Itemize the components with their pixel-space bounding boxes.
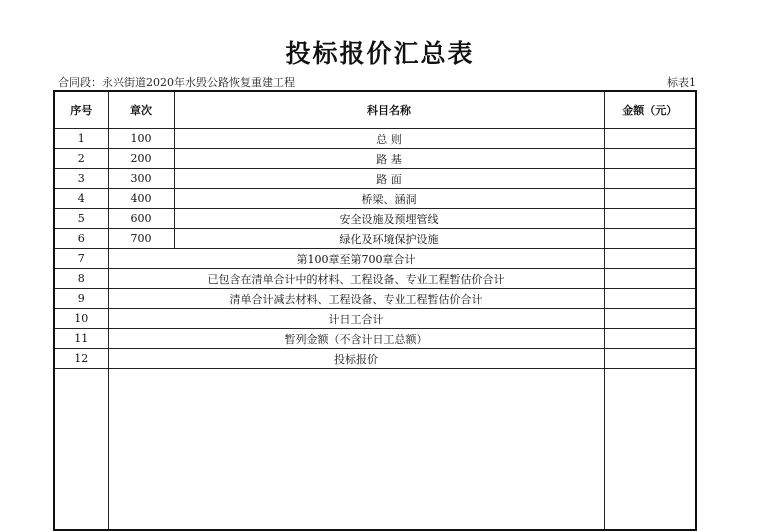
summary-row bbox=[54, 349, 696, 369]
sheet-number-label: 标表1 bbox=[667, 76, 696, 89]
blank-cell-amount[interactable] bbox=[604, 369, 696, 531]
summary-row bbox=[54, 249, 696, 269]
cell-item: 计日工合计 bbox=[108, 309, 604, 329]
bid-summary-table bbox=[53, 90, 697, 531]
summary-row bbox=[54, 329, 696, 349]
cell-chapter: 700 bbox=[108, 229, 174, 249]
cell-seq: 7 bbox=[54, 249, 108, 269]
cell-seq: 11 bbox=[54, 329, 108, 349]
cell-amount[interactable] bbox=[604, 169, 696, 189]
table-row bbox=[54, 149, 696, 169]
cell-amount[interactable] bbox=[604, 249, 696, 269]
cell-amount[interactable] bbox=[604, 289, 696, 309]
header-item: 科目名称 bbox=[174, 91, 604, 129]
cell-item: 桥梁、涵洞 bbox=[174, 189, 604, 209]
cell-seq: 2 bbox=[54, 149, 108, 169]
cell-amount[interactable] bbox=[604, 269, 696, 289]
cell-chapter: 600 bbox=[108, 209, 174, 229]
cell-seq: 9 bbox=[54, 289, 108, 309]
cell-seq: 4 bbox=[54, 189, 108, 209]
table-row bbox=[54, 169, 696, 189]
page-title: 投标报价汇总表 bbox=[285, 39, 475, 68]
cell-amount[interactable] bbox=[604, 149, 696, 169]
cell-chapter: 200 bbox=[108, 149, 174, 169]
summary-row bbox=[54, 269, 696, 289]
cell-amount[interactable] bbox=[604, 129, 696, 149]
cell-item: 清单合计减去材料、工程设备、专业工程暂估价合计 bbox=[108, 289, 604, 309]
cell-item: 投标报价 bbox=[108, 349, 604, 369]
cell-chapter: 300 bbox=[108, 169, 174, 189]
cell-chapter: 100 bbox=[108, 129, 174, 149]
table-row bbox=[54, 129, 696, 149]
header-seq: 序号 bbox=[54, 91, 108, 129]
cell-item: 绿化及环境保护设施 bbox=[174, 229, 604, 249]
summary-row bbox=[54, 289, 696, 309]
table-row bbox=[54, 229, 696, 249]
cell-amount[interactable] bbox=[604, 309, 696, 329]
cell-item: 第100章至第700章合计 bbox=[108, 249, 604, 269]
cell-seq: 10 bbox=[54, 309, 108, 329]
cell-amount[interactable] bbox=[604, 329, 696, 349]
contract-section-label: 合同段：永兴街道2020年水毁公路恢复重建工程 bbox=[58, 76, 295, 89]
cell-item: 路 面 bbox=[174, 169, 604, 189]
cell-amount[interactable] bbox=[604, 349, 696, 369]
cell-seq: 12 bbox=[54, 349, 108, 369]
blank-cell-seq bbox=[54, 369, 108, 531]
table-row bbox=[54, 189, 696, 209]
cell-item: 暂列金额（不含计日工总额） bbox=[108, 329, 604, 349]
cell-seq: 3 bbox=[54, 169, 108, 189]
blank-row bbox=[54, 369, 696, 531]
cell-item: 已包含在清单合计中的材料、工程设备、专业工程暂估价合计 bbox=[108, 269, 604, 289]
summary-row bbox=[54, 309, 696, 329]
cell-item: 总 则 bbox=[174, 129, 604, 149]
cell-amount[interactable] bbox=[604, 209, 696, 229]
cell-seq: 1 bbox=[54, 129, 108, 149]
cell-amount[interactable] bbox=[604, 229, 696, 249]
cell-chapter: 400 bbox=[108, 189, 174, 209]
cell-seq: 6 bbox=[54, 229, 108, 249]
table-row bbox=[54, 209, 696, 229]
cell-amount[interactable] bbox=[604, 189, 696, 209]
cell-item: 路 基 bbox=[174, 149, 604, 169]
blank-cell-item bbox=[108, 369, 604, 531]
header-chapter: 章次 bbox=[108, 91, 174, 129]
cell-seq: 8 bbox=[54, 269, 108, 289]
table-header-row bbox=[54, 91, 696, 129]
cell-item: 安全设施及预埋管线 bbox=[174, 209, 604, 229]
header-amount: 金额（元） bbox=[604, 91, 696, 129]
cell-seq: 5 bbox=[54, 209, 108, 229]
